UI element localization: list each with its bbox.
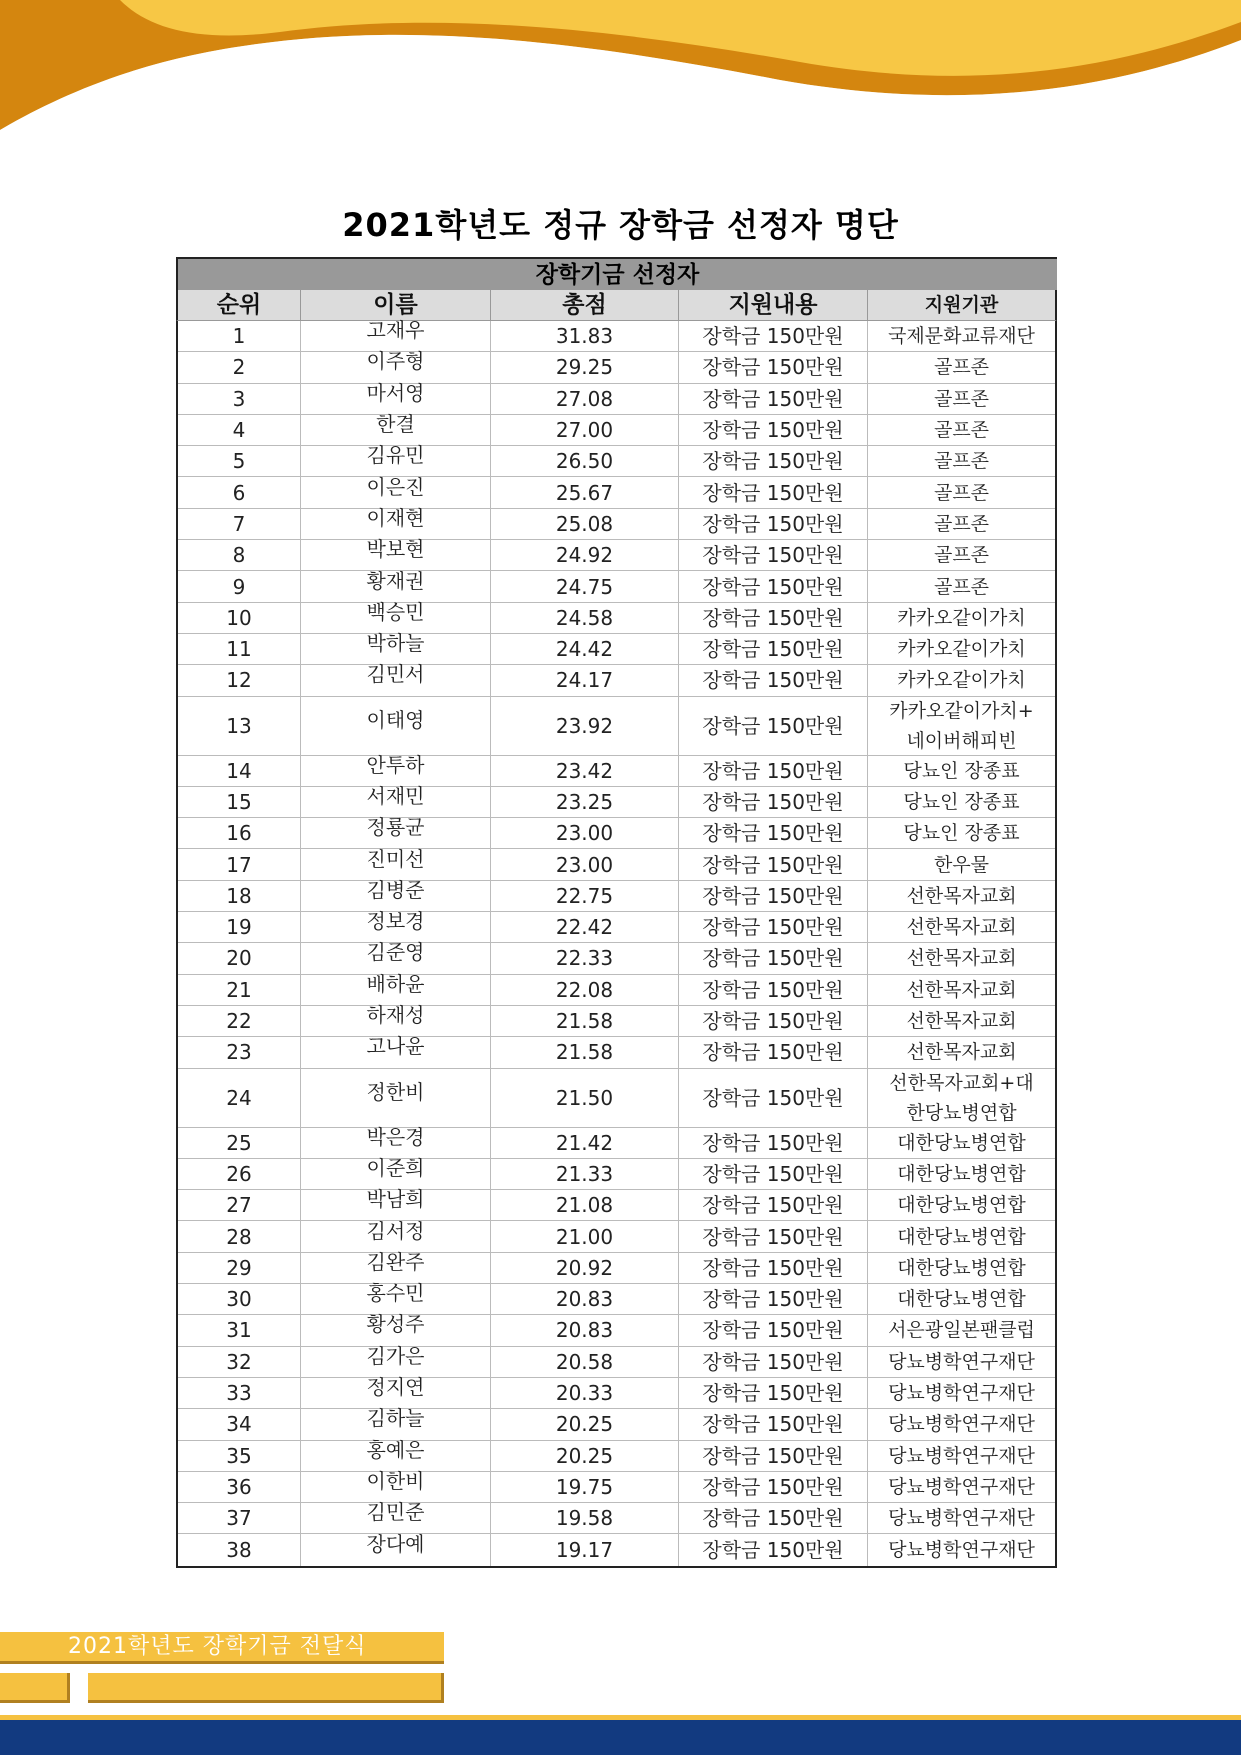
support-cell: 장학금 150만원 xyxy=(679,943,868,973)
score-cell: 23.00 xyxy=(491,818,679,848)
rank-cell: 1 xyxy=(178,321,301,351)
name-text: 김하늘 xyxy=(366,1406,425,1431)
rank-cell: 11 xyxy=(178,634,301,664)
rank-cell: 34 xyxy=(178,1409,301,1439)
rank-cell: 18 xyxy=(178,881,301,911)
table-row xyxy=(178,1281,1055,1315)
support-cell: 장학금 150만원 xyxy=(679,1221,868,1251)
score-cell: 22.42 xyxy=(491,912,679,942)
table-row xyxy=(178,846,1055,880)
support-cell: 장학금 150만원 xyxy=(679,1069,868,1127)
footer-strip xyxy=(0,1715,1241,1755)
rank-cell: 5 xyxy=(178,446,301,476)
score-cell: 23.25 xyxy=(491,787,679,817)
score-cell: 20.25 xyxy=(491,1441,679,1471)
org-cell: 선한목자교회 xyxy=(906,978,1017,1001)
name-text: 고나윤 xyxy=(366,1034,425,1059)
section-header: 장학기금 선정자 xyxy=(176,257,1057,290)
score-cell: 24.92 xyxy=(491,540,679,570)
table-row xyxy=(178,599,1055,634)
support-cell: 장학금 150만원 xyxy=(679,352,868,382)
column-header-org: 지원기관 xyxy=(924,294,999,316)
support-cell: 장학금 150만원 xyxy=(679,321,868,351)
table-row xyxy=(178,1124,1055,1159)
support-cell: 장학금 150만원 xyxy=(679,697,868,755)
table-row xyxy=(178,752,1055,787)
rank-cell: 23 xyxy=(178,1037,301,1067)
name-text: 정룡균 xyxy=(366,815,425,840)
table-row xyxy=(178,971,1055,1006)
org-cell: 한우물 xyxy=(933,853,990,876)
name-text: 고재우 xyxy=(366,318,425,343)
rank-cell: 13 xyxy=(178,697,301,755)
org-line: 선한목자교회+대 xyxy=(889,1071,1034,1094)
table-row xyxy=(178,909,1055,943)
name-text: 이태영 xyxy=(366,707,425,732)
rank-cell: 28 xyxy=(178,1221,301,1251)
org-cell: 대한당뇨병연합 xyxy=(897,1194,1026,1217)
org-cell: 국제문화교류재단 xyxy=(888,325,1035,348)
rank-cell: 14 xyxy=(178,756,301,786)
page-title: 2021학년도 정규 장학금 선정자 명단 xyxy=(342,206,899,244)
score-cell: 23.92 xyxy=(491,697,679,755)
rank-cell: 30 xyxy=(178,1284,301,1314)
support-cell: 장학금 150만원 xyxy=(679,603,868,633)
rank-cell: 3 xyxy=(178,384,301,414)
score-cell: 21.00 xyxy=(491,1221,679,1251)
name-text: 진미선 xyxy=(366,846,425,871)
name-cell xyxy=(301,1069,491,1127)
name-cell xyxy=(301,1034,491,1067)
org-cell: 서은광일본팬클럽 xyxy=(888,1319,1035,1342)
support-cell: 장학금 150만원 xyxy=(679,1037,868,1067)
score-cell: 27.00 xyxy=(491,415,679,445)
name-text: 장다예 xyxy=(366,1532,425,1557)
support-cell: 장학금 150만원 xyxy=(679,1159,868,1189)
footer-event-banner: 2021학년도 장학기금 전달식 xyxy=(0,1632,444,1664)
rank-cell: 27 xyxy=(178,1190,301,1220)
score-cell: 20.83 xyxy=(491,1284,679,1314)
support-cell: 장학금 150만원 xyxy=(679,1409,868,1439)
name-text: 정보경 xyxy=(366,909,425,934)
footer-bar-small xyxy=(0,1673,70,1703)
table-row xyxy=(178,568,1055,602)
rank-cell: 32 xyxy=(178,1347,301,1377)
name-text: 홍수민 xyxy=(366,1281,425,1306)
org-cell: 카카오같이가치 xyxy=(897,606,1026,629)
table-row xyxy=(178,537,1055,571)
support-cell: 장학금 150만원 xyxy=(679,571,868,601)
name-text: 박은경 xyxy=(366,1124,425,1149)
table-body xyxy=(176,318,1057,1568)
table-row xyxy=(178,318,1055,352)
name-text: 배하윤 xyxy=(366,971,425,996)
score-cell: 21.42 xyxy=(491,1128,679,1158)
name-text: 이재현 xyxy=(366,505,425,530)
support-cell: 장학금 150만원 xyxy=(679,849,868,879)
score-cell: 31.83 xyxy=(491,321,679,351)
name-cell xyxy=(301,662,491,695)
name-text: 이한비 xyxy=(366,1468,425,1493)
table-row xyxy=(178,1155,1055,1190)
rank-cell: 2 xyxy=(178,352,301,382)
org-cell: 당뇨병학연구재단 xyxy=(888,1475,1035,1498)
table-row xyxy=(178,1375,1055,1409)
column-header-row xyxy=(176,290,1057,321)
table-row xyxy=(178,1406,1055,1440)
score-cell: 24.75 xyxy=(491,571,679,601)
support-cell: 장학금 150만원 xyxy=(679,912,868,942)
org-line: 카카오같이가치+ xyxy=(889,699,1034,722)
support-cell: 장학금 150만원 xyxy=(679,975,868,1005)
support-cell: 장학금 150만원 xyxy=(679,1503,868,1533)
score-cell: 22.33 xyxy=(491,943,679,973)
score-cell: 21.50 xyxy=(491,1069,679,1127)
support-cell: 장학금 150만원 xyxy=(679,1253,868,1283)
table-row xyxy=(178,1500,1055,1534)
score-cell: 23.42 xyxy=(491,756,679,786)
rank-cell: 38 xyxy=(178,1534,301,1565)
name-text: 박보현 xyxy=(366,537,425,562)
org-cell: 당뇨병학연구재단 xyxy=(888,1350,1035,1373)
org-cell: 골프존 xyxy=(933,387,990,410)
table-row xyxy=(178,697,1055,756)
org-cell: 카카오같이가치 xyxy=(897,638,1026,661)
column-header-name: 이름 xyxy=(301,290,491,320)
column-header-support: 지원내용 xyxy=(679,290,868,320)
org-cell: 당뇨병학연구재단 xyxy=(888,1507,1035,1530)
name-text: 이주형 xyxy=(366,349,425,374)
table-row xyxy=(178,1187,1055,1221)
support-cell: 장학금 150만원 xyxy=(679,1441,868,1471)
org-cell: 선한목자교회 xyxy=(906,916,1017,939)
name-text: 김완주 xyxy=(366,1249,425,1274)
name-text: 황성주 xyxy=(366,1312,425,1337)
column-header-score: 총점 xyxy=(491,290,679,320)
rank-cell: 15 xyxy=(178,787,301,817)
footer-bar-wide xyxy=(88,1673,444,1703)
rank-cell: 6 xyxy=(178,477,301,507)
name-text: 마서영 xyxy=(366,380,425,405)
name-text: 이은진 xyxy=(366,474,425,499)
score-cell: 21.08 xyxy=(491,1190,679,1220)
table-row xyxy=(178,631,1055,665)
support-cell: 장학금 150만원 xyxy=(679,665,868,695)
rank-cell: 26 xyxy=(178,1159,301,1189)
rank-cell: 10 xyxy=(178,603,301,633)
name-text: 김병준 xyxy=(366,877,425,902)
rank-cell: 20 xyxy=(178,943,301,973)
score-cell: 20.25 xyxy=(491,1409,679,1439)
top-wave-decoration xyxy=(0,0,1241,140)
org-cell xyxy=(868,697,1055,755)
table-row xyxy=(178,1343,1055,1378)
table-row xyxy=(178,1003,1055,1037)
table-row xyxy=(178,1218,1055,1252)
table-row xyxy=(178,1312,1055,1346)
table-row xyxy=(178,877,1055,912)
name-cell xyxy=(301,697,491,755)
rank-cell: 21 xyxy=(178,975,301,1005)
table-row xyxy=(178,1468,1055,1503)
table-row xyxy=(178,474,1055,508)
support-cell: 장학금 150만원 xyxy=(679,477,868,507)
rank-cell: 29 xyxy=(178,1253,301,1283)
org-cell: 당뇨병학연구재단 xyxy=(888,1413,1035,1436)
name-text: 김서정 xyxy=(366,1218,425,1243)
support-cell: 장학금 150만원 xyxy=(679,787,868,817)
table-row xyxy=(178,1249,1055,1284)
name-text: 홍예은 xyxy=(366,1437,425,1462)
name-text: 백승민 xyxy=(366,599,425,624)
support-cell: 장학금 150만원 xyxy=(679,1347,868,1377)
rank-cell: 16 xyxy=(178,818,301,848)
rank-cell: 37 xyxy=(178,1503,301,1533)
name-text: 박하늘 xyxy=(366,631,425,656)
table-row xyxy=(178,349,1055,383)
score-cell: 29.25 xyxy=(491,352,679,382)
org-cell: 골프존 xyxy=(933,450,990,473)
name-text: 황재권 xyxy=(366,568,425,593)
score-cell: 25.08 xyxy=(491,509,679,539)
score-cell: 21.58 xyxy=(491,1037,679,1067)
org-cell: 대한당뇨병연합 xyxy=(897,1162,1026,1185)
rank-cell: 33 xyxy=(178,1378,301,1408)
table-row xyxy=(178,1534,1055,1565)
rank-cell: 36 xyxy=(178,1472,301,1502)
score-cell: 27.08 xyxy=(491,384,679,414)
support-cell: 장학금 150만원 xyxy=(679,1534,868,1565)
score-cell: 22.75 xyxy=(491,881,679,911)
org-cell: 골프존 xyxy=(933,544,990,567)
org-cell: 선한목자교회 xyxy=(906,947,1017,970)
table-row xyxy=(178,1437,1055,1472)
score-cell: 19.58 xyxy=(491,1503,679,1533)
score-cell: 24.58 xyxy=(491,603,679,633)
name-text: 안투하 xyxy=(366,752,425,777)
support-cell: 장학금 150만원 xyxy=(679,1190,868,1220)
support-cell: 장학금 150만원 xyxy=(679,384,868,414)
rank-cell: 31 xyxy=(178,1315,301,1345)
table-row xyxy=(178,1069,1055,1128)
name-text: 정한비 xyxy=(366,1079,425,1104)
support-cell: 장학금 150만원 xyxy=(679,1378,868,1408)
org-cell: 당뇨병학연구재단 xyxy=(888,1444,1035,1467)
score-cell: 21.58 xyxy=(491,1006,679,1036)
support-cell: 장학금 150만원 xyxy=(679,818,868,848)
support-cell: 장학금 150만원 xyxy=(679,1006,868,1036)
name-text: 김유민 xyxy=(366,443,425,468)
scholarship-table xyxy=(176,257,1057,1572)
name-text: 서재민 xyxy=(366,784,425,808)
rank-cell: 9 xyxy=(178,571,301,601)
org-cell: 골프존 xyxy=(933,481,990,504)
score-cell: 24.17 xyxy=(491,665,679,695)
org-cell: 선한목자교회 xyxy=(906,884,1017,907)
rank-cell: 25 xyxy=(178,1128,301,1158)
score-cell: 20.33 xyxy=(491,1378,679,1408)
column-header-rank: 순위 xyxy=(178,290,301,320)
score-cell: 20.83 xyxy=(491,1315,679,1345)
org-cell: 대한당뇨병연합 xyxy=(897,1131,1026,1154)
name-text: 박남희 xyxy=(366,1187,425,1212)
rank-cell: 12 xyxy=(178,665,301,695)
org-cell: 당뇨병학연구재단 xyxy=(888,1539,1035,1562)
table-row xyxy=(178,443,1055,477)
score-cell: 20.58 xyxy=(491,1347,679,1377)
score-cell: 19.75 xyxy=(491,1472,679,1502)
score-cell: 25.67 xyxy=(491,477,679,507)
rank-cell: 17 xyxy=(178,849,301,879)
name-text: 정지연 xyxy=(366,1375,425,1400)
rank-cell: 8 xyxy=(178,540,301,570)
score-cell: 21.33 xyxy=(491,1159,679,1189)
rank-cell: 7 xyxy=(178,509,301,539)
rank-cell: 19 xyxy=(178,912,301,942)
table-row xyxy=(178,412,1055,446)
support-cell: 장학금 150만원 xyxy=(679,509,868,539)
support-cell: 장학금 150만원 xyxy=(679,1472,868,1502)
support-cell: 장학금 150만원 xyxy=(679,540,868,570)
org-cell: 당뇨인 장종표 xyxy=(903,822,1020,845)
table-row xyxy=(178,940,1055,974)
name-text: 이준희 xyxy=(366,1155,425,1180)
table-row xyxy=(178,784,1055,818)
support-cell: 장학금 150만원 xyxy=(679,1128,868,1158)
org-line: 네이버해피빈 xyxy=(906,729,1017,752)
score-cell: 26.50 xyxy=(491,446,679,476)
org-cell: 카카오같이가치 xyxy=(897,669,1026,692)
org-cell: 골프존 xyxy=(933,356,990,379)
org-cell: 골프존 xyxy=(933,512,990,535)
score-cell: 20.92 xyxy=(491,1253,679,1283)
support-cell: 장학금 150만원 xyxy=(679,1284,868,1314)
rank-cell: 22 xyxy=(178,1006,301,1036)
org-cell: 선한목자교회 xyxy=(906,1010,1017,1033)
org-cell: 골프존 xyxy=(933,575,990,598)
org-cell xyxy=(868,1069,1055,1127)
support-cell: 장학금 150만원 xyxy=(679,756,868,786)
name-cell xyxy=(301,1534,491,1565)
name-text: 김민준 xyxy=(366,1500,425,1525)
support-cell: 장학금 150만원 xyxy=(679,415,868,445)
org-cell: 대한당뇨병연합 xyxy=(897,1288,1026,1311)
table-row xyxy=(178,662,1055,696)
support-cell: 장학금 150만원 xyxy=(679,634,868,664)
score-cell: 22.08 xyxy=(491,975,679,1005)
support-cell: 장학금 150만원 xyxy=(679,1315,868,1345)
org-cell: 당뇨병학연구재단 xyxy=(888,1382,1035,1405)
rank-cell: 4 xyxy=(178,415,301,445)
table-row xyxy=(178,1034,1055,1068)
support-cell: 장학금 150만원 xyxy=(679,446,868,476)
table-row xyxy=(178,505,1055,540)
table-row xyxy=(178,380,1055,415)
org-line: 한당뇨병연합 xyxy=(906,1101,1017,1124)
name-text: 한결 xyxy=(376,412,415,437)
org-cell: 대한당뇨병연합 xyxy=(897,1225,1026,1248)
org-cell: 선한목자교회 xyxy=(906,1041,1017,1064)
name-text: 김가은 xyxy=(366,1343,425,1368)
org-cell: 당뇨인 장종표 xyxy=(903,759,1020,782)
name-text: 하재성 xyxy=(366,1003,425,1028)
org-cell: 당뇨인 장종표 xyxy=(903,791,1020,813)
org-cell: 골프존 xyxy=(933,419,990,442)
score-cell: 19.17 xyxy=(491,1534,679,1565)
score-cell: 24.42 xyxy=(491,634,679,664)
name-text: 김준영 xyxy=(366,940,425,965)
name-text: 김민서 xyxy=(366,662,425,687)
score-cell: 23.00 xyxy=(491,849,679,879)
table-row xyxy=(178,815,1055,849)
rank-cell: 35 xyxy=(178,1441,301,1471)
org-cell: 대한당뇨병연합 xyxy=(897,1256,1026,1279)
support-cell: 장학금 150만원 xyxy=(679,881,868,911)
rank-cell: 24 xyxy=(178,1069,301,1127)
